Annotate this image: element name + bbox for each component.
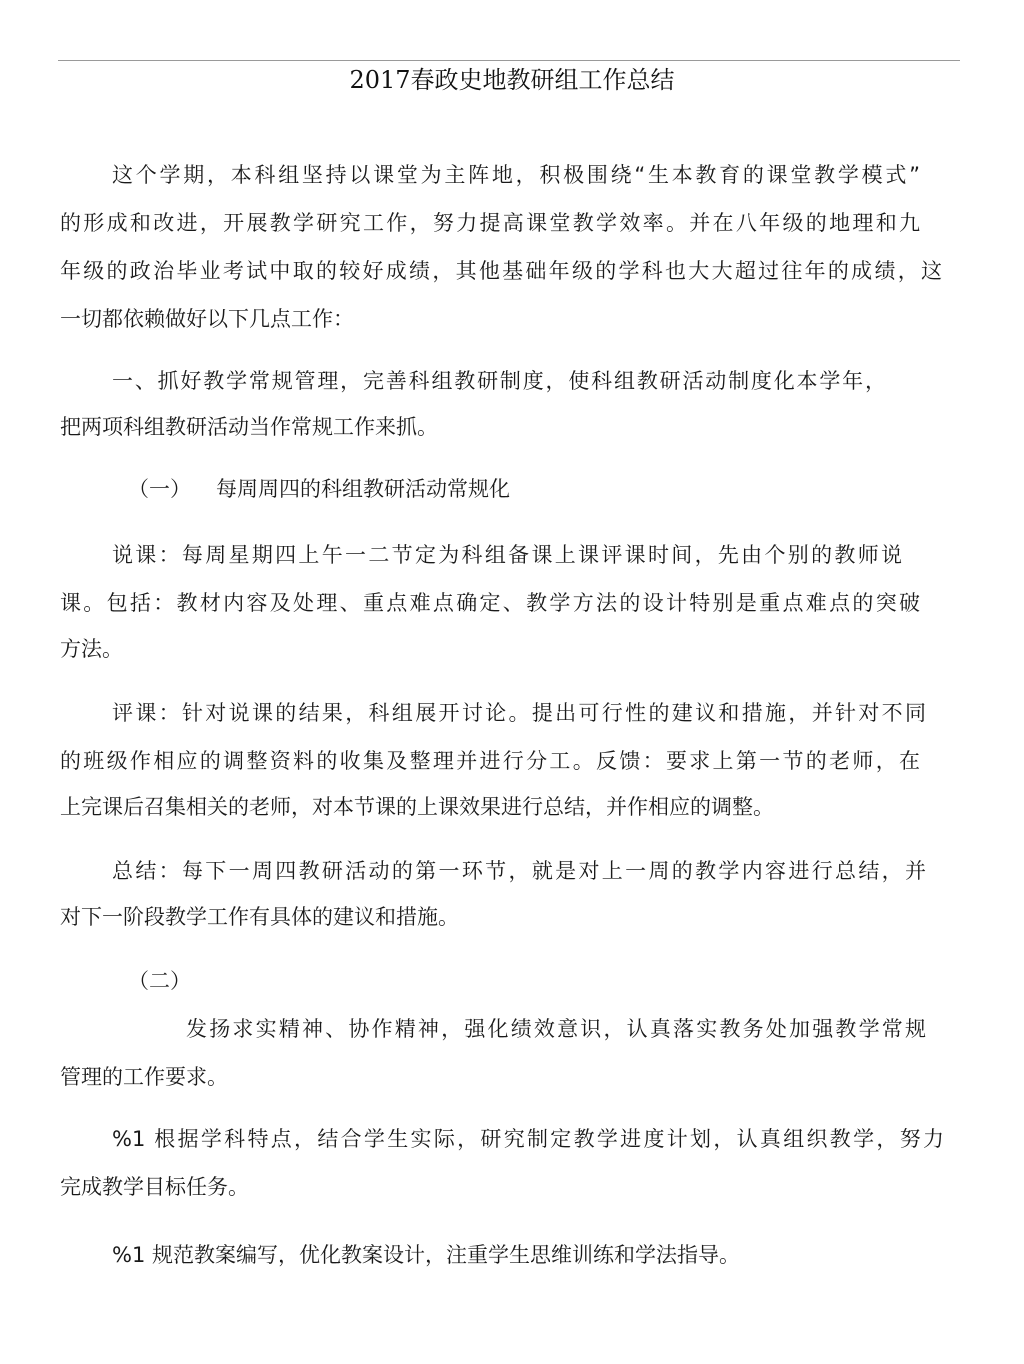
subsection1-label: （一） bbox=[128, 477, 191, 501]
intro-line-3: 年级的政治毕业考试中取的较好成绩，其他基础年级的学科也大大超过往年的成绩，这 bbox=[60, 259, 942, 283]
pingke-line-1: 评课：针对说课的结果，科组展开讨论。提出可行性的建议和措施，并针对不同 bbox=[112, 701, 926, 725]
header-rule bbox=[58, 60, 960, 61]
item2-line-1: %1 规范教案编写，优化教案设计，注重学生思维训练和学法指导。 bbox=[112, 1243, 740, 1267]
section1-line-1: 一、抓好教学常规管理，完善科组教研制度，使科组教研活动制度化本学年， bbox=[112, 369, 886, 393]
zongjie-line-2: 对下一阶段教学工作有具体的建议和措施。 bbox=[60, 905, 459, 929]
subsection2-line-2: 管理的工作要求。 bbox=[60, 1065, 228, 1089]
pingke-line-3: 上完课后召集相关的老师，对本节课的上课效果进行总结，并作相应的调整。 bbox=[60, 795, 774, 819]
shuoke-line-2: 课。包括：教材内容及处理、重点难点确定、教学方法的设计特别是重点难点的突破 bbox=[60, 591, 920, 615]
document-title: 2017春政史地教研组工作总结 bbox=[349, 66, 675, 94]
shuoke-line-1: 说课：每周星期四上午一二节定为科组备课上课评课时间，先由个别的教师说 bbox=[112, 543, 902, 567]
intro-line-1: 这个学期，本科组坚持以课堂为主阵地，积极围绕“生本教育的课堂教学模式” bbox=[112, 163, 920, 187]
item1-line-2: 完成教学目标任务。 bbox=[60, 1175, 249, 1199]
shuoke-line-3: 方法。 bbox=[60, 637, 123, 661]
subsection2-line-1: 发扬求实精神、协作精神，强化绩效意识，认真落实教务处加强教学常规 bbox=[186, 1017, 926, 1041]
subsection2-label: （二） bbox=[128, 969, 191, 993]
pingke-line-2: 的班级作相应的调整资料的收集及整理并进行分工。反馈：要求上第一节的老师，在 bbox=[60, 749, 920, 773]
zongjie-line-1: 总结：每下一周四教研活动的第一环节，就是对上一周的教学内容进行总结，并 bbox=[112, 859, 926, 883]
section1-line-2: 把两项科组教研活动当作常规工作来抓。 bbox=[60, 415, 438, 439]
item1-line-1: %1 根据学科特点，结合学生实际，研究制定教学进度计划，认真组织教学，努力 bbox=[112, 1127, 944, 1151]
intro-line-4: 一切都依赖做好以下几点工作： bbox=[60, 307, 354, 331]
intro-line-2: 的形成和改进，开展教学研究工作，努力提高课堂教学效率。并在八年级的地理和九 bbox=[60, 211, 920, 235]
subsection1-title: 每周周四的科组教研活动常规化 bbox=[216, 477, 510, 501]
